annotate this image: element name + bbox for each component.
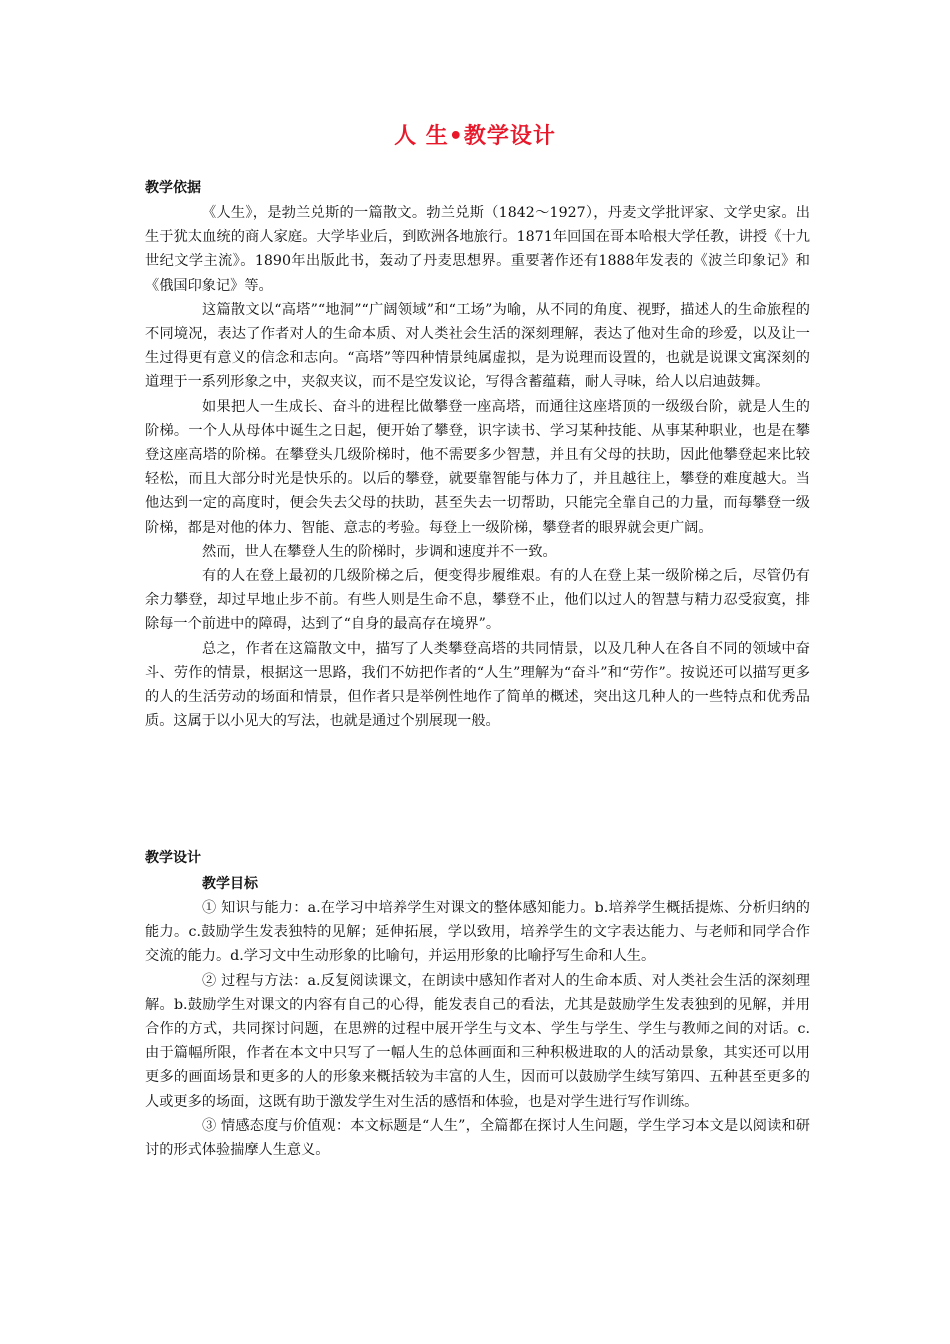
section-heading-basis: 教学依据 — [145, 180, 201, 196]
page-title: 人 生•教学设计 — [394, 124, 556, 149]
section-basis-body — [145, 201, 810, 733]
paragraph: 如果把人一生成长、奋斗的进程比做攀登一座高塔，而通往这座塔顶的一级级台阶，就是人生的阶梯。一个人从母体中诞生之日起，便开始了攀登，识字读书、学习某种技能、从事某种职业，也是在攀登这座高塔的阶梯。在攀登头几级阶梯时，他不需要多少智慧，并且有父母的扶助，因此他攀登起来比较轻松，而且大部分时光是快乐的。以后的攀登，就要靠智能与体力了，并且越往上，攀登的难度越大。当他达到一定的高度时，便会失去父母的扶助，甚至失去一切帮助，只能完全靠自己的力量，而每攀登一级阶梯，都是对他的体力、智能、意志的考验。每登上一级阶梯，攀登者的眼界就会更广阔。 — [145, 398, 810, 536]
section-heading-design: 教学设计 — [145, 850, 201, 866]
paragraph: 有的人在登上最初的几级阶梯之后，便变得步履维艰。有的人在登上某一级阶梯之后，尽管仍有余力攀登，却过早地止步不前。有些人则是生命不息，攀登不止，他们以过人的智慧与精力忍受寂寞，排除每一个前进中的障碍，达到了“自身的最高存在境界”。 — [145, 568, 810, 633]
paragraph: 总之，作者在这篇散文中，描写了人类攀登高塔的共同情景，以及几种人在各自不同的领域中奋斗、劳作的情景，根据这一思路，我们不妨把作者的“人生”理解为“奋斗”和“劳作”。按说还可以描写更多的人的生活劳动的场面和情景，但作者只是举例性地作了简单的概述，突出这几种人的一些特点和优秀品质。这属于以小见大的写法，也就是通过个别展现一般。 — [145, 640, 810, 730]
paragraph: ② 过程与方法：a.反复阅读课文，在朗读中感知作者对人的生命本质、对人类社会生活的深刻理解。b.鼓励学生对课文的内容有自己的心得，能发表自己的看法，尤其是鼓励学生发表独到的见解，并用合作的方式，共同探讨问题，在思辨的过程中展开学生与文本、学生与学生、学生与教师之间的对话。c.由于篇幅所限，作者在本文中只写了一幅人生的总体画面和三种积极进取的人的活动景象，其实还可以用更多的画面场景和更多的人的形象来概括较为丰富的人生，因而可以鼓励学生续写第四、五种甚至更多的人或更多的场面，这既有助于激发学生对生活的感悟和体验，也是对学生进行写作训练。 — [145, 972, 810, 1110]
paragraph: ① 知识与能力：a.在学习中培养学生对课文的整体感知能力。b.培养学生概括提炼、分析归纳的能力。c.鼓励学生发表独特的见解；延伸拓展，学以致用，培养学生的文字表达能力、与老师和同学合作交流的能力。d.学习文中生动形象的比喻句，并运用形象的比喻抒写生命和人生。 — [145, 900, 810, 965]
paragraph: ③ 情感态度与价值观：本文标题是“人生”，全篇都在探讨人生问题，学生学习本文是以阅读和研讨的形式体验揣摩人生意义。 — [145, 1117, 810, 1159]
section-design-body — [145, 872, 810, 1162]
paragraph: 然而，世人在攀登人生的阶梯时，步调和速度并不一致。 — [202, 543, 557, 560]
paragraph: 《人生》，是勃兰兑斯的一篇散文。勃兰兑斯（1842～1927），丹麦文学批评家、文学史家。出生于犹太血统的商人家庭。大学毕业后，到欧洲各地旅行。1871年回国在哥本哈根大学任教，讲授《十九世纪文学主流》。1890年出版此书，轰动了丹麦思想界。重要著作还有1888年发表的《波兰印象记》和《俄国印象记》等。 — [145, 205, 810, 294]
paragraph: 这篇散文以“高塔”“地洞”“广阔领域”和“工场”为喻，从不同的角度、视野，描述人的生命旅程的不同境况，表达了作者对人的生命本质、对人类社会生活的深刻理解，表达了他对生命的珍爱，以及让一生过得更有意义的信念和志向。“高塔”等四种情景纯属虚拟，是为说理而设置的，也就是说课文寓深刻的道理于一系列形象之中，夹叙夹议，而不是空发议论，写得含蓄蕴藉，耐人寻味，给人以启迪鼓舞。 — [145, 301, 810, 391]
subheading-teaching-goals: 教学目标 — [202, 876, 258, 892]
